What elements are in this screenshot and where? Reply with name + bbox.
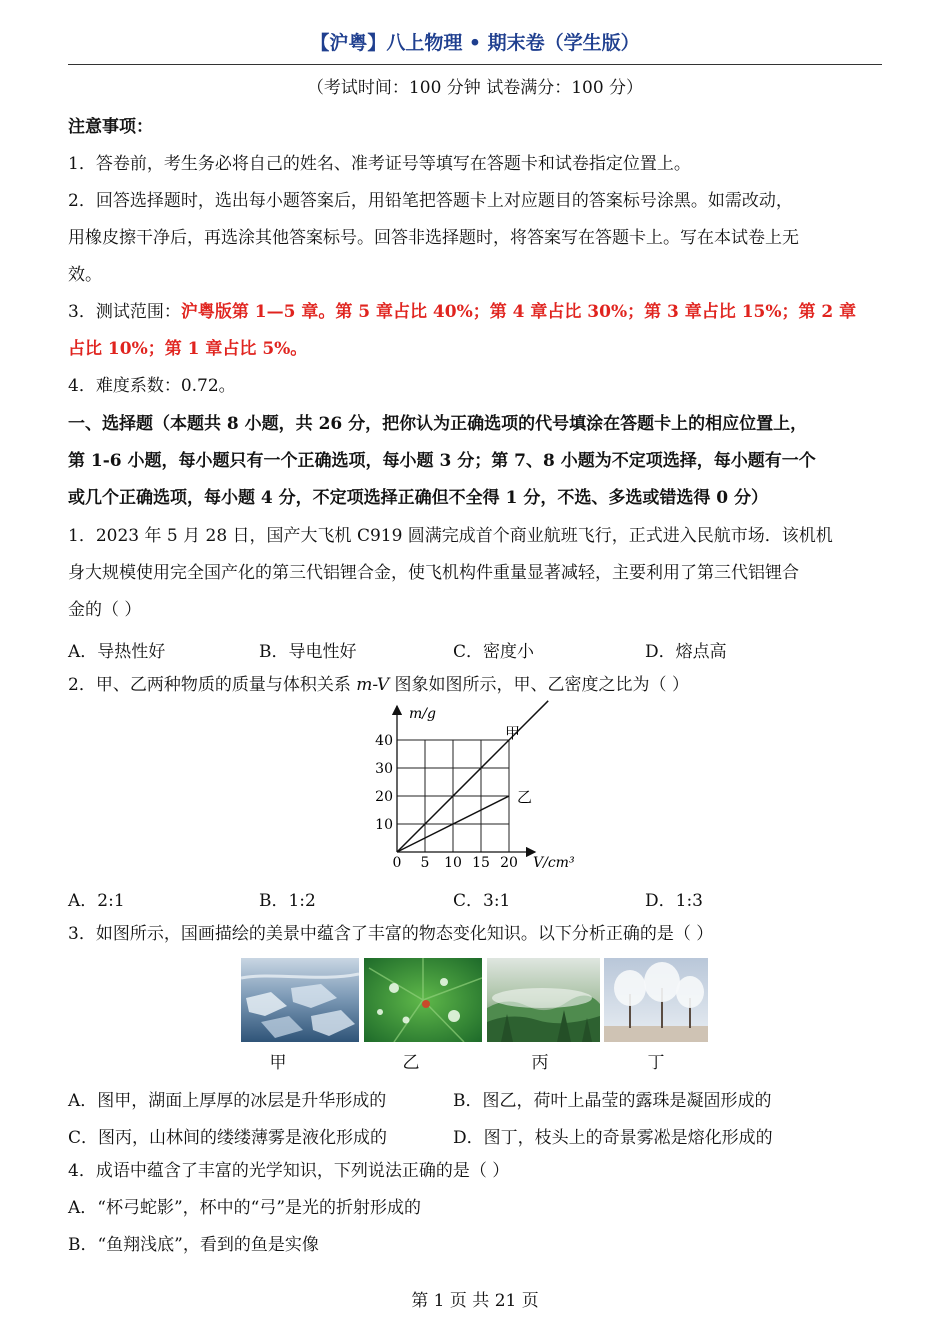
q3-option-a: A．图甲，湖面上厚厚的冰层是升华形成的 bbox=[68, 1091, 387, 1111]
notice-item-3-line1 bbox=[68, 301, 882, 323]
q2-stem-part-a: 2．甲、乙两种物质的质量与体积关系 bbox=[68, 675, 357, 695]
q1-option-c: C．密度小 bbox=[453, 642, 535, 662]
x-axis-label: V/cm³ bbox=[533, 855, 575, 871]
series-label-yi: 乙 bbox=[517, 788, 533, 806]
photo-ice-lake bbox=[241, 958, 359, 1042]
section1-heading-line1: 一、选择题（本题共 8 小题，共 26 分，把你认为正确选项的代号填涂在答题卡上的相应位置上， bbox=[68, 414, 808, 434]
y-tick-label: 40 bbox=[375, 733, 393, 749]
chart-series bbox=[397, 701, 548, 852]
q2-stem-part-b: 图象如图所示，甲、乙密度之比为（ ） bbox=[389, 675, 689, 695]
q1-option-a: A．导热性好 bbox=[68, 642, 166, 662]
x-tick-label: 15 bbox=[472, 855, 490, 871]
q2-option-c: C．3:1 bbox=[453, 891, 511, 911]
photo-rime-trees bbox=[604, 958, 708, 1042]
photo-caption-jia: 甲 bbox=[269, 1053, 287, 1073]
q2-stem-variable: m-V bbox=[356, 675, 390, 695]
photo-caption-bing: 丙 bbox=[531, 1053, 549, 1073]
photo-lotus-dew bbox=[364, 958, 482, 1042]
q3-option-b: B．图乙，荷叶上晶莹的露珠是凝固形成的 bbox=[453, 1091, 772, 1111]
q2-option-b: B．1:2 bbox=[259, 891, 316, 911]
y-tick-label: 20 bbox=[375, 789, 393, 805]
page-header-title: 【沪粤】八上物理 • 期末卷（学生版） bbox=[310, 32, 640, 54]
photo-caption-yi: 乙 bbox=[402, 1053, 420, 1073]
q1-option-d: D．熔点高 bbox=[645, 642, 727, 662]
q2-stem bbox=[68, 674, 882, 696]
y-tick-label: 10 bbox=[375, 817, 393, 833]
photo-caption-ding: 丁 bbox=[647, 1053, 665, 1073]
exam-info: （考试时间：100 分钟 试卷满分：100 分） bbox=[306, 78, 644, 98]
q4-stem: 4．成语中蕴含了丰富的光学知识，下列说法正确的是（ ） bbox=[68, 1161, 510, 1181]
q1-stem-line1: 1．2023 年 5 月 28 日，国产大飞机 C919 圆满完成首个商业航班飞行，正式进入民航市场．该机机 bbox=[68, 526, 833, 546]
y-tick-label: 30 bbox=[375, 761, 393, 777]
series-label-jia: 甲 bbox=[505, 724, 521, 742]
x-tick-label: 20 bbox=[500, 855, 518, 871]
notice-item-3-line2: 占比 10%；第 1 章占比 5%。 bbox=[68, 339, 308, 359]
notice-item-2-line2: 用橡皮擦干净后，再选涂其他答案标号。回答非选择题时，将答案写在答题卡上。写在本试卷上无 bbox=[68, 228, 799, 248]
page-footer: 第 1 页 共 21 页 bbox=[411, 1291, 539, 1311]
notice-item-3-prefix: 3．测试范围： bbox=[68, 302, 181, 322]
q2-option-a: A．2:1 bbox=[68, 891, 125, 911]
q4-option-b: B．“鱼翔浅底”，看到的鱼是实像 bbox=[68, 1235, 319, 1255]
mass-volume-chart bbox=[365, 700, 590, 878]
y-axis-label: m/g bbox=[409, 706, 436, 722]
notice-item-4: 4．难度系数：0.72。 bbox=[68, 376, 236, 396]
series-line-jia bbox=[397, 701, 548, 852]
test-scope-highlight: 沪粤版第 1—5 章。第 5 章占比 40%；第 4 章占比 30%；第 3 章占比 15%；第 2 章 bbox=[180, 302, 857, 322]
q3-stem: 3．如图所示，国画描绘的美景中蕴含了丰富的物态变化知识。以下分析正确的是（ ） bbox=[68, 924, 714, 944]
notice-item-2-line3: 效。 bbox=[68, 265, 102, 285]
x-tick-label: 5 bbox=[420, 855, 430, 871]
q1-stem-line3: 金的（ ） bbox=[68, 600, 142, 620]
q3-option-d: D．图丁，枝头上的奇景雾凇是熔化形成的 bbox=[453, 1128, 773, 1148]
q3-option-c: C．图丙，山林间的缕缕薄雾是液化形成的 bbox=[68, 1128, 388, 1148]
notice-item-1: 1．答卷前，考生务必将自己的姓名、准考证号等填写在答题卡和试卷指定位置上。 bbox=[68, 154, 691, 174]
q1-stem-line2: 身大规模使用完全国产化的第三代铝锂合金，使飞机构件重量显著减轻，主要利用了第三代铝锂合 bbox=[68, 563, 799, 583]
q4-option-a: A．“杯弓蛇影”，杯中的“弓”是光的折射形成的 bbox=[68, 1198, 422, 1218]
x-tick-label: 10 bbox=[444, 855, 462, 871]
notice-item-2-line1: 2．回答选择题时，选出每小题答案后，用铅笔把答题卡上对应题目的答案标号涂黑。如需改动， bbox=[68, 191, 793, 211]
header-rule bbox=[68, 64, 882, 65]
q1-option-b: B．导电性好 bbox=[259, 642, 357, 662]
x-tick-label: 0 bbox=[392, 855, 402, 871]
q2-option-d: D．1:3 bbox=[645, 891, 703, 911]
section1-heading-line3: 或几个正确选项，每小题 4 分，不定项选择正确但不全得 1 分，不选、多选或错选得 0 分） bbox=[68, 488, 768, 508]
photo-misty-forest bbox=[487, 958, 600, 1042]
notice-title: 注意事项： bbox=[68, 117, 153, 137]
section1-heading-line2: 第 1-6 小题，每小题只有一个正确选项，每小题 3 分；第 7、8 小题为不定项选择，每小题有一个 bbox=[68, 451, 816, 471]
